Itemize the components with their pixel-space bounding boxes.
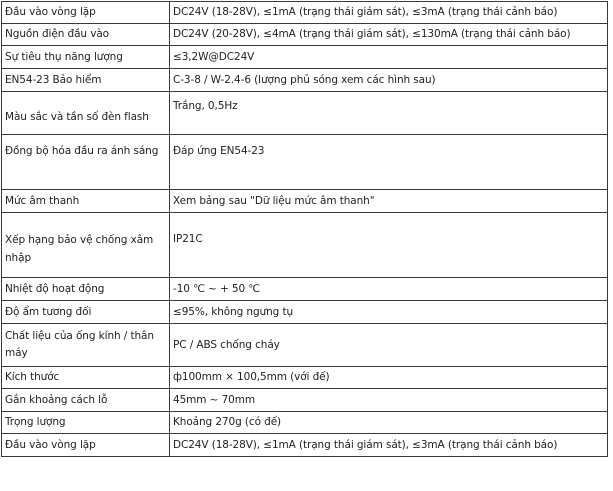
spec-label: Gắn khoảng cách lỗ xyxy=(2,389,170,412)
table-row xyxy=(2,412,608,434)
spec-value: Xem bảng sau "Dữ liệu mức âm thanh" xyxy=(170,190,608,213)
spec-label: Mức âm thanh xyxy=(2,190,170,213)
spec-label: EN54-23 Bảo hiểm xyxy=(2,69,170,92)
spec-value: PC / ABS chống cháy xyxy=(170,324,608,367)
spec-value: C-3-8 / W-2.4-6 (lượng phủ sóng xem các hình sau) xyxy=(170,69,608,92)
spec-value: IP21C xyxy=(170,213,608,278)
table-row xyxy=(2,324,608,367)
spec-label: Độ ẩm tương đối xyxy=(2,301,170,324)
spec-value: ≤95%, không ngưng tụ xyxy=(170,301,608,324)
spec-label: Đồng bộ hóa đầu ra ánh sáng xyxy=(2,135,170,190)
spec-label: Kích thước xyxy=(2,367,170,389)
table-row xyxy=(2,190,608,213)
spec-label: Đầu vào vòng lặp xyxy=(2,434,170,457)
spec-value: DC24V (18-28V), ≤1mA (trạng thái giám sát), ≤3mA (trạng thái cảnh báo) xyxy=(170,434,608,457)
spec-label: Xếp hạng bảo vệ chống xâm nhập xyxy=(2,213,170,278)
table-row xyxy=(2,24,608,46)
table-row xyxy=(2,92,608,135)
specifications-table xyxy=(1,1,608,457)
spec-label: Nguồn điện đầu vào xyxy=(2,24,170,46)
spec-label: Trọng lượng xyxy=(2,412,170,434)
table-row xyxy=(2,367,608,389)
spec-value: Khoảng 270g (có đế) xyxy=(170,412,608,434)
table-row xyxy=(2,2,608,24)
spec-label: Sự tiêu thụ năng lượng xyxy=(2,46,170,69)
spec-label: Đầu vào vòng lặp xyxy=(2,2,170,24)
table-row xyxy=(2,46,608,69)
spec-value: DC24V (18-28V), ≤1mA (trạng thái giám sát), ≤3mA (trạng thái cảnh báo) xyxy=(170,2,608,24)
spec-label: Nhiệt độ hoạt động xyxy=(2,278,170,301)
spec-value: Trắng, 0,5Hz xyxy=(170,92,608,135)
spec-value: -10 ℃ ~ + 50 ℃ xyxy=(170,278,608,301)
table-row xyxy=(2,301,608,324)
table-row xyxy=(2,213,608,278)
table-row xyxy=(2,69,608,92)
table-row xyxy=(2,389,608,412)
spec-label: Chất liệu của ống kính / thân máy xyxy=(2,324,170,367)
table-row xyxy=(2,135,608,190)
table-row xyxy=(2,278,608,301)
spec-value: Đáp ứng EN54-23 xyxy=(170,135,608,190)
spec-value: DC24V (20-28V), ≤4mA (trạng thái giám sát), ≤130mA (trạng thái cảnh báo) xyxy=(170,24,608,46)
spec-label: Màu sắc và tần số đèn flash xyxy=(2,92,170,135)
table-row xyxy=(2,434,608,457)
spec-value: ф100mm × 100,5mm (với đế) xyxy=(170,367,608,389)
spec-value: 45mm ~ 70mm xyxy=(170,389,608,412)
spec-value: ≤3,2W@DC24V xyxy=(170,46,608,69)
